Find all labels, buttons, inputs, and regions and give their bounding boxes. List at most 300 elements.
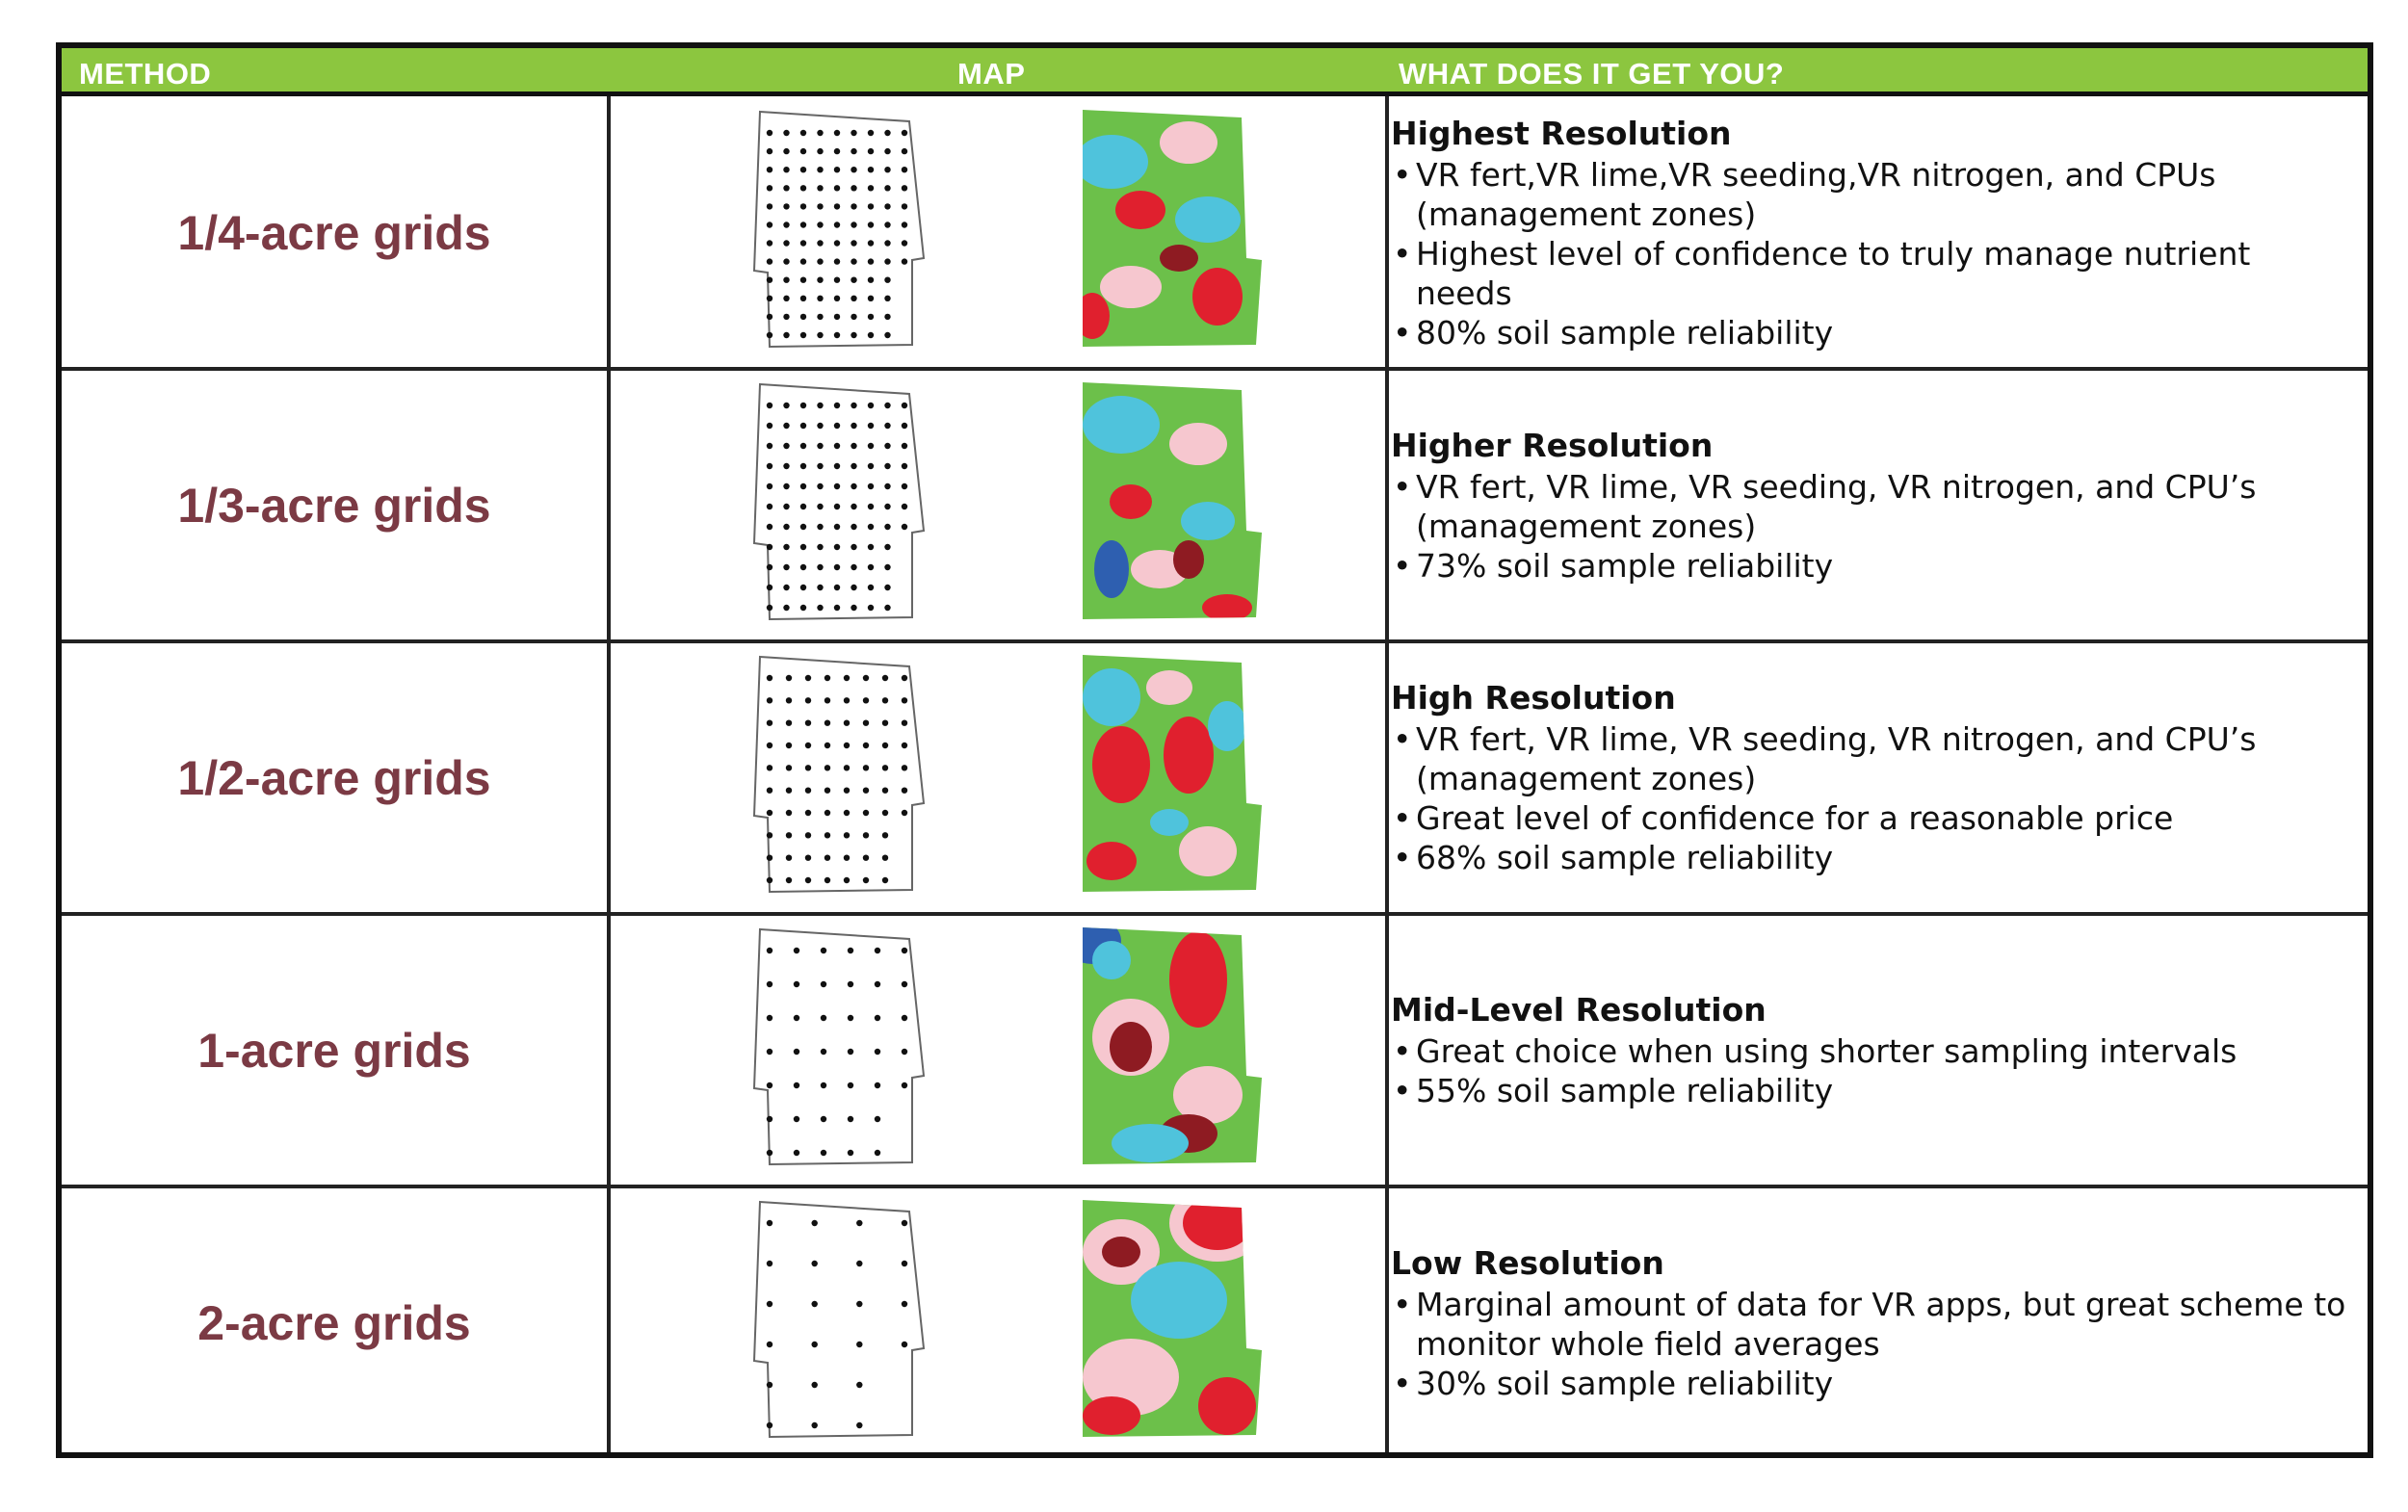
sample-point xyxy=(812,1220,818,1226)
sample-point xyxy=(800,277,806,283)
sample-point xyxy=(783,483,789,489)
sample-point xyxy=(767,504,772,509)
sample-point xyxy=(834,258,840,264)
sample-point xyxy=(821,1116,826,1122)
sample-point xyxy=(767,1422,772,1428)
sample-point xyxy=(834,332,840,338)
sample-point xyxy=(786,855,792,861)
sample-point xyxy=(786,720,792,726)
benefit-item: • 55% soil sample reliability xyxy=(1391,1071,2348,1110)
sample-point xyxy=(902,1220,907,1226)
benefit-cell xyxy=(1391,641,2348,914)
sample-point xyxy=(851,524,856,530)
sample-point xyxy=(812,1342,818,1347)
benefit-list xyxy=(1391,467,2348,586)
sample-point xyxy=(786,788,792,794)
sample-point xyxy=(834,544,840,550)
sample-point xyxy=(902,948,907,953)
sample-point xyxy=(851,148,856,154)
field-outline xyxy=(754,657,924,892)
sample-point xyxy=(902,222,907,227)
sample-point xyxy=(800,314,806,320)
sample-point xyxy=(800,332,806,338)
sample-point xyxy=(856,1301,862,1307)
benefit-item: • 68% soil sample reliability xyxy=(1391,838,2348,877)
sample-point xyxy=(767,1382,772,1388)
sampling-grid-and-map xyxy=(611,922,1381,1177)
sample-point xyxy=(821,948,826,953)
sample-point xyxy=(767,167,772,172)
sample-point xyxy=(882,743,888,748)
sample-point xyxy=(884,296,890,301)
table-row xyxy=(62,369,2368,641)
benefit-list xyxy=(1391,1285,2348,1403)
sample-point xyxy=(863,810,869,816)
sample-point xyxy=(863,743,869,748)
benefit-item: • VR fert, VR lime, VR seeding, VR nitrogen, and CPU’s (management zones) xyxy=(1391,467,2348,546)
sample-point xyxy=(783,544,789,550)
method-label: 2-acre grids xyxy=(197,1295,471,1350)
benefit-list xyxy=(1391,719,2348,877)
sample-point xyxy=(851,504,856,509)
sample-point xyxy=(868,240,874,246)
sample-point xyxy=(783,332,789,338)
sample-point xyxy=(767,483,772,489)
sample-point xyxy=(805,788,811,794)
sample-point xyxy=(834,314,840,320)
sample-point xyxy=(817,167,823,172)
sample-point xyxy=(844,810,850,816)
sample-point xyxy=(856,1342,862,1347)
sample-point xyxy=(817,524,823,530)
sample-point xyxy=(824,788,830,794)
sample-point xyxy=(902,743,907,748)
sample-point xyxy=(848,1049,853,1055)
benefit-item: • Great choice when using shorter sampling intervals xyxy=(1391,1031,2348,1071)
sample-point xyxy=(805,832,811,838)
sample-point xyxy=(851,277,856,283)
sample-point xyxy=(851,483,856,489)
sample-point xyxy=(767,130,772,136)
sample-point xyxy=(783,222,789,227)
sample-point xyxy=(817,240,823,246)
sample-point xyxy=(805,720,811,726)
sample-point xyxy=(817,130,823,136)
sample-point xyxy=(817,483,823,489)
method-label: 1/4-acre grids xyxy=(177,205,491,260)
sample-point xyxy=(783,258,789,264)
sample-point xyxy=(783,504,789,509)
table-row xyxy=(62,914,2368,1186)
sample-point xyxy=(783,167,789,172)
sample-point xyxy=(800,585,806,590)
sample-point xyxy=(856,1422,862,1428)
sample-point xyxy=(868,185,874,191)
sample-point xyxy=(783,185,789,191)
sample-point xyxy=(882,765,888,770)
sample-point xyxy=(794,1150,799,1156)
sample-point xyxy=(868,296,874,301)
sample-point xyxy=(767,855,772,861)
sample-point xyxy=(882,697,888,703)
sample-point xyxy=(844,832,850,838)
sample-point xyxy=(834,585,840,590)
method-label: 1/2-acre grids xyxy=(177,750,491,805)
sample-point xyxy=(851,443,856,449)
sample-point xyxy=(851,605,856,611)
sample-point xyxy=(767,1082,772,1088)
sample-point xyxy=(848,1150,853,1156)
sample-point xyxy=(767,1261,772,1266)
sample-point xyxy=(783,403,789,408)
sample-point xyxy=(882,788,888,794)
sample-point xyxy=(884,314,890,320)
sample-point xyxy=(868,605,874,611)
sample-point xyxy=(767,585,772,590)
sample-point xyxy=(783,314,789,320)
benefit-item: • Highest level of confidence to truly manage nutrient needs xyxy=(1391,234,2348,313)
sample-point xyxy=(767,1116,772,1122)
sample-point xyxy=(884,258,890,264)
sample-point xyxy=(812,1382,818,1388)
sampling-grid-and-map xyxy=(611,1194,1381,1449)
sample-point xyxy=(851,185,856,191)
benefit-list xyxy=(1391,1031,2348,1110)
sample-point xyxy=(800,240,806,246)
sample-point xyxy=(902,240,907,246)
sample-point xyxy=(848,948,853,953)
sample-point xyxy=(884,222,890,227)
sample-point xyxy=(844,675,850,681)
sample-point xyxy=(834,277,840,283)
sample-point xyxy=(767,788,772,794)
sample-point xyxy=(902,720,907,726)
sample-point xyxy=(800,564,806,570)
sample-point xyxy=(875,948,880,953)
sample-point xyxy=(767,948,772,953)
nutrient-map xyxy=(1063,922,1266,1172)
sample-point xyxy=(844,788,850,794)
sample-point xyxy=(767,240,772,246)
header-map: MAP xyxy=(957,57,1026,91)
sample-point xyxy=(868,504,874,509)
sample-point xyxy=(786,743,792,748)
sample-point xyxy=(884,203,890,209)
sample-point xyxy=(863,675,869,681)
sample-point xyxy=(800,423,806,429)
sample-point xyxy=(884,277,890,283)
sample-point xyxy=(767,443,772,449)
sample-point xyxy=(800,524,806,530)
sample-point xyxy=(868,203,874,209)
sample-point xyxy=(868,463,874,469)
sample-point xyxy=(812,1301,818,1307)
sample-point xyxy=(902,130,907,136)
sample-point xyxy=(844,743,850,748)
sample-point xyxy=(884,504,890,509)
sample-point xyxy=(817,203,823,209)
sample-point xyxy=(863,788,869,794)
sampling-grid-and-map xyxy=(611,649,1381,904)
sample-point xyxy=(767,1150,772,1156)
sample-point xyxy=(817,544,823,550)
map-cell xyxy=(611,641,1385,914)
sample-point xyxy=(884,443,890,449)
sample-point xyxy=(783,203,789,209)
sample-point xyxy=(844,720,850,726)
sample-point xyxy=(812,1422,818,1428)
sample-point xyxy=(800,185,806,191)
sample-point xyxy=(902,483,907,489)
sample-point xyxy=(824,697,830,703)
sample-point xyxy=(767,203,772,209)
sample-point xyxy=(882,832,888,838)
sample-point xyxy=(800,544,806,550)
sample-point xyxy=(902,1342,907,1347)
sample-point xyxy=(805,743,811,748)
sample-point xyxy=(863,832,869,838)
sample-point xyxy=(902,403,907,408)
sample-point xyxy=(902,788,907,794)
sample-point xyxy=(786,675,792,681)
map-cell xyxy=(611,96,1385,369)
sample-point xyxy=(851,296,856,301)
sample-point xyxy=(834,463,840,469)
sample-point xyxy=(884,463,890,469)
sample-point xyxy=(884,167,890,172)
sample-point xyxy=(902,203,907,209)
sample-point xyxy=(817,423,823,429)
sample-point xyxy=(902,981,907,987)
sample-point xyxy=(800,130,806,136)
map-cell xyxy=(611,369,1385,641)
sample-point xyxy=(834,203,840,209)
sample-point xyxy=(902,675,907,681)
sample-point xyxy=(868,544,874,550)
sample-point xyxy=(817,277,823,283)
sample-point xyxy=(884,544,890,550)
sample-point xyxy=(800,222,806,227)
sample-point xyxy=(800,148,806,154)
sample-point xyxy=(856,1382,862,1388)
sample-point xyxy=(875,1150,880,1156)
sampling-grid-and-map xyxy=(611,104,1381,359)
sample-point xyxy=(902,1261,907,1266)
sample-point xyxy=(800,403,806,408)
sample-point xyxy=(882,877,888,883)
sample-point xyxy=(834,403,840,408)
sample-point xyxy=(902,810,907,816)
sample-point xyxy=(868,222,874,227)
nutrient-map xyxy=(1073,649,1266,899)
sample-point xyxy=(767,463,772,469)
sample-point xyxy=(767,332,772,338)
benefit-item: • Great level of confidence for a reasonable price xyxy=(1391,798,2348,838)
sample-point xyxy=(882,720,888,726)
sample-point xyxy=(805,697,811,703)
sample-point xyxy=(767,720,772,726)
sample-point xyxy=(767,675,772,681)
table-row xyxy=(62,96,2368,369)
sample-point xyxy=(848,981,853,987)
sample-point xyxy=(767,743,772,748)
sample-point xyxy=(875,1015,880,1021)
field-outline xyxy=(754,384,924,619)
sample-point xyxy=(817,463,823,469)
sample-point xyxy=(767,1015,772,1021)
sample-point xyxy=(902,697,907,703)
sample-point xyxy=(863,877,869,883)
sample-point xyxy=(884,483,890,489)
sample-point xyxy=(884,148,890,154)
sample-point xyxy=(783,524,789,530)
sample-point xyxy=(824,877,830,883)
sample-point xyxy=(800,443,806,449)
sample-point xyxy=(834,483,840,489)
sample-point xyxy=(844,855,850,861)
sample-point xyxy=(783,585,789,590)
sample-point xyxy=(868,258,874,264)
header-method: METHOD xyxy=(79,57,212,91)
sample-point xyxy=(805,810,811,816)
comparison-table xyxy=(56,42,2373,1458)
sample-point xyxy=(868,130,874,136)
sample-point xyxy=(882,855,888,861)
sample-point xyxy=(794,1082,799,1088)
sample-point xyxy=(884,332,890,338)
benefit-item: • 73% soil sample reliability xyxy=(1391,546,2348,586)
sample-point xyxy=(834,148,840,154)
sample-point xyxy=(851,585,856,590)
sample-point xyxy=(794,1116,799,1122)
sample-point xyxy=(851,423,856,429)
sample-point xyxy=(800,463,806,469)
sample-point xyxy=(824,855,830,861)
field-outline xyxy=(754,929,924,1164)
sample-point xyxy=(848,1082,853,1088)
sample-point xyxy=(863,697,869,703)
table-row xyxy=(62,641,2368,914)
benefit-cell xyxy=(1391,96,2348,369)
sample-point xyxy=(834,296,840,301)
sample-point xyxy=(824,765,830,770)
sample-point xyxy=(767,697,772,703)
sample-point xyxy=(851,332,856,338)
sample-point xyxy=(884,524,890,530)
sample-point xyxy=(817,222,823,227)
benefit-item: • VR fert, VR lime, VR seeding, VR nitrogen, and CPU’s (management zones) xyxy=(1391,719,2348,798)
sample-point xyxy=(863,855,869,861)
sample-point xyxy=(868,564,874,570)
sample-point xyxy=(851,222,856,227)
benefit-item: • 80% soil sample reliability xyxy=(1391,313,2348,352)
sample-point xyxy=(767,403,772,408)
sample-point xyxy=(800,504,806,509)
sample-point xyxy=(863,765,869,770)
sample-point xyxy=(800,203,806,209)
sample-point xyxy=(824,743,830,748)
sample-point xyxy=(902,1015,907,1021)
sample-point xyxy=(884,564,890,570)
sample-point xyxy=(848,1015,853,1021)
sample-point xyxy=(875,981,880,987)
sample-point xyxy=(851,240,856,246)
sample-point xyxy=(884,130,890,136)
sample-point xyxy=(767,544,772,550)
sample-point xyxy=(783,148,789,154)
sample-point xyxy=(856,1220,862,1226)
sample-point xyxy=(868,314,874,320)
sample-point xyxy=(851,403,856,408)
sample-point xyxy=(834,167,840,172)
sample-point xyxy=(767,1049,772,1055)
sample-point xyxy=(805,855,811,861)
benefit-cell xyxy=(1391,369,2348,641)
map-cell xyxy=(611,914,1385,1186)
sample-point xyxy=(767,981,772,987)
method-label: 1/3-acre grids xyxy=(177,478,491,533)
sample-point xyxy=(882,810,888,816)
sample-point xyxy=(902,1049,907,1055)
table-header xyxy=(62,48,2368,96)
header-benefit: WHAT DOES IT GET YOU? xyxy=(1399,57,1785,91)
sample-point xyxy=(824,810,830,816)
sample-point xyxy=(783,463,789,469)
sample-point xyxy=(767,423,772,429)
benefit-list xyxy=(1391,155,2348,352)
sample-point xyxy=(856,1261,862,1266)
sample-point xyxy=(851,258,856,264)
sample-point xyxy=(902,463,907,469)
sample-point xyxy=(767,765,772,770)
sample-point xyxy=(834,564,840,570)
sample-point xyxy=(805,877,811,883)
resolution-title: High Resolution xyxy=(1391,679,1676,717)
sample-point xyxy=(800,605,806,611)
sample-point xyxy=(812,1261,818,1266)
sample-point xyxy=(875,1049,880,1055)
sample-point xyxy=(834,130,840,136)
sample-point xyxy=(884,605,890,611)
sample-point xyxy=(783,564,789,570)
sample-point xyxy=(821,1015,826,1021)
sample-point xyxy=(821,1049,826,1055)
sample-point xyxy=(851,564,856,570)
sample-point xyxy=(800,167,806,172)
sample-point xyxy=(884,423,890,429)
sample-point xyxy=(783,296,789,301)
sample-point xyxy=(786,832,792,838)
sample-point xyxy=(875,1116,880,1122)
sample-point xyxy=(767,314,772,320)
sample-point xyxy=(767,524,772,530)
sample-point xyxy=(834,185,840,191)
sample-point xyxy=(817,443,823,449)
sample-point xyxy=(821,981,826,987)
sample-point xyxy=(868,403,874,408)
resolution-title: Low Resolution xyxy=(1391,1243,1664,1282)
field-outline xyxy=(754,112,924,347)
sample-point xyxy=(805,765,811,770)
sample-point xyxy=(783,443,789,449)
sample-point xyxy=(824,675,830,681)
sample-point xyxy=(817,504,823,509)
nutrient-map xyxy=(1073,1194,1266,1445)
sample-point xyxy=(834,504,840,509)
sample-point xyxy=(767,148,772,154)
sample-point xyxy=(817,332,823,338)
sample-point xyxy=(783,240,789,246)
